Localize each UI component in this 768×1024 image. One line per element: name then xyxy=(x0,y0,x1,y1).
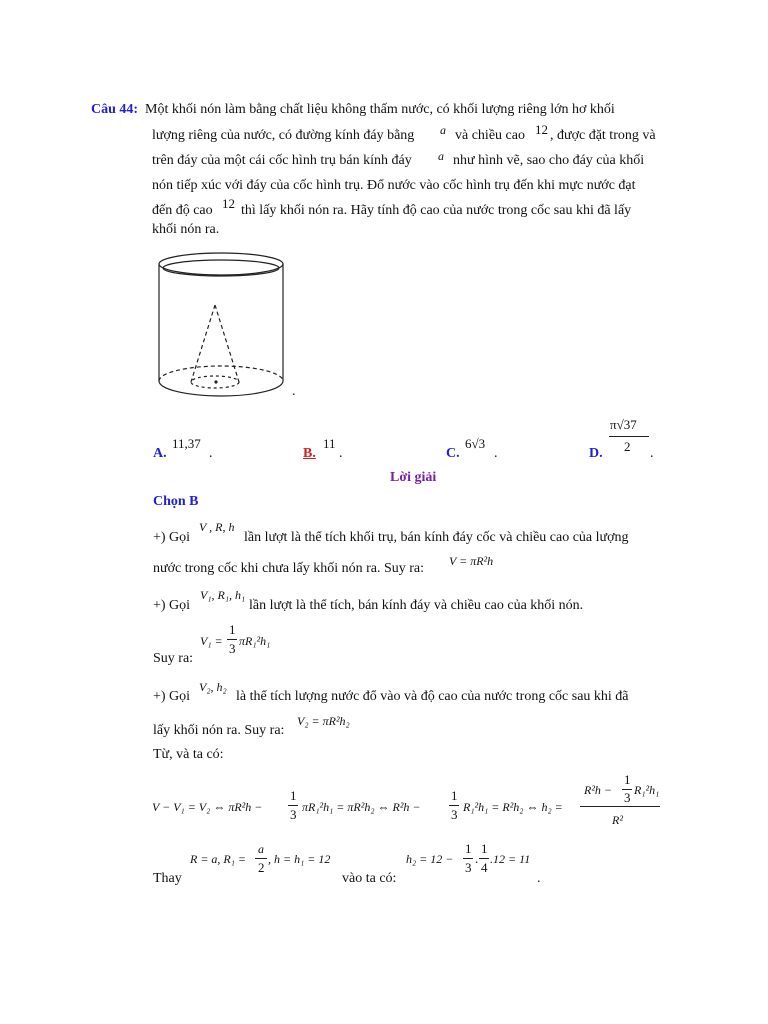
res-a: h₂ = 12 − xyxy=(406,852,454,866)
p2-frac-num: 1 xyxy=(229,622,236,637)
option-b-label: B. xyxy=(303,446,316,461)
option-c-period: . xyxy=(494,446,498,461)
p2-prefix: +) Gọi xyxy=(153,598,191,613)
eq-frac2-bar xyxy=(449,805,459,806)
eq-frac2-num: 1 xyxy=(451,788,458,803)
sub-vals-b: , h = h₁ = 12 xyxy=(268,852,331,866)
sub-frac-den: 2 xyxy=(258,860,265,875)
res-frac1-bar xyxy=(463,858,473,859)
p3-text: là thể tích lượng nước đổ vào và độ cao của nước trong cốc sau khi đã xyxy=(236,689,629,704)
option-b-value: 11 xyxy=(323,436,336,451)
option-d-denominator: 2 xyxy=(624,439,631,454)
eq-frac1-den: 3 xyxy=(290,807,297,822)
p3-prefix: +) Gọi xyxy=(153,689,191,704)
question-line-5b: thì lấy khối nón ra. Hãy tính độ cao của nước trong cốc sau khi đã lấy xyxy=(241,203,632,218)
option-c-value: 6√3 xyxy=(465,436,486,451)
p2-frac-bar xyxy=(227,639,237,640)
option-d-fraction-bar xyxy=(609,436,649,437)
res-frac1-num: 1 xyxy=(465,841,472,856)
p2-frac-den: 3 xyxy=(229,641,236,656)
res-c: .12 = 11 xyxy=(490,852,531,866)
p2-text: lần lượt là thể tích, bán kính đáy và chiều cao của khối nón. xyxy=(249,598,584,613)
p3-line-2: lấy khối nón ra. Suy ra: xyxy=(153,723,285,738)
question-line-3b: như hình vẽ, sao cho đáy của khối xyxy=(453,153,645,168)
res-dot: . xyxy=(475,851,479,866)
p1-vars: V , R, h xyxy=(199,520,235,534)
p2-formula-rhs: πR₁²h₁ xyxy=(239,634,271,648)
eq-big-num-frac-den: 3 xyxy=(624,790,631,805)
center-dot xyxy=(214,380,217,383)
cylinder-bottom-front xyxy=(159,381,283,396)
res-frac2-den: 4 xyxy=(481,860,488,875)
vao-ta-co: vào ta có: xyxy=(342,871,397,886)
solution-choice: Chọn B xyxy=(153,494,199,509)
question-line-5a: đến độ cao xyxy=(152,203,213,218)
question-line-2b: và chiều cao xyxy=(455,128,525,143)
cylinder-cone-figure xyxy=(150,245,310,405)
question-line-4: nón tiếp xúc với đáy của cốc hình trụ. Đổ nước vào cốc hình trụ đến khi mực nước đạt xyxy=(152,178,636,193)
eq-big-num-a: R²h − xyxy=(584,783,613,797)
eq-part-1: V − V₁ = V₂ ⇔ πR²h − xyxy=(152,800,263,814)
var-a: a xyxy=(440,123,446,137)
eq-frac1-num: 1 xyxy=(290,788,297,803)
sub-vals-a: R = a, R₁ = xyxy=(190,852,247,866)
p1-line-2: nước trong cốc khi chưa lấy khối nón ra. Suy ra: xyxy=(153,561,425,576)
eq-part-3: R₁²h₁ = R²h₂ ⇔ h₂ = xyxy=(463,800,563,814)
solution-title: Lời giải xyxy=(390,470,437,485)
p1-prefix: +) Gọi xyxy=(153,530,191,545)
p3-vars: V₂, h₂ xyxy=(199,680,227,694)
eq-frac2-den: 3 xyxy=(451,807,458,822)
res-frac2-num: 1 xyxy=(481,841,488,856)
question-line-2a: lượng riêng của nước, có đường kính đáy bằng xyxy=(152,128,415,143)
cylinder-rim-ellipse xyxy=(163,260,279,276)
eq-big-num-frac-num: 1 xyxy=(624,772,631,787)
sub-frac-bar xyxy=(255,858,267,859)
option-a-period: . xyxy=(209,446,213,461)
res-frac2-bar xyxy=(479,858,489,859)
p3-formula: V₂ = πR²h₂ xyxy=(297,714,350,728)
suy-ra-label: Suy ra: xyxy=(153,651,194,666)
cylinder-bottom-back xyxy=(159,366,283,381)
cylinder-top-ellipse xyxy=(159,253,283,275)
figure-period: . xyxy=(292,384,296,399)
value-12: 12 xyxy=(535,122,548,137)
option-c-label: C. xyxy=(446,446,460,461)
option-d-label: D. xyxy=(589,446,603,461)
var-a-2: a xyxy=(438,149,444,163)
res-frac1-den: 3 xyxy=(465,860,472,875)
question-line-3a: trên đáy của một cái cốc hình trụ bán kính đáy xyxy=(152,153,412,168)
p1-text: lần lượt là thể tích khối trụ, bán kính đáy cốc và chiều cao của lượng xyxy=(244,530,629,545)
res-period: . xyxy=(537,871,541,886)
p2-formula-lhs: V₁ = xyxy=(200,634,223,648)
value-12-2: 12 xyxy=(222,196,235,211)
question-line-6: khối nón ra. xyxy=(152,222,220,237)
cone-right-edge xyxy=(215,305,239,382)
sub-frac-num: a xyxy=(258,842,264,856)
option-a-value: 11,37 xyxy=(172,436,201,451)
thay-label: Thay xyxy=(153,871,182,886)
p1-formula: V = πR²h xyxy=(449,554,494,568)
p2-vars: V₁, R₁, h₁ xyxy=(200,588,246,602)
question-line-1: Một khối nón làm bằng chất liệu không thấm nước, có khối lượng riêng lớn hơ khối xyxy=(145,102,615,117)
question-label: Câu 44: xyxy=(91,102,139,117)
option-d-numerator: π√37 xyxy=(610,417,637,432)
option-b-period: . xyxy=(339,446,343,461)
eq-big-frac-bar xyxy=(580,806,660,807)
tu-va-ta-co: Từ, và ta có: xyxy=(153,747,224,762)
cone-left-edge xyxy=(191,305,215,382)
eq-big-num-b: R₁²h₁ xyxy=(634,783,660,797)
option-d-period: . xyxy=(650,446,654,461)
option-a-label: A. xyxy=(153,446,167,461)
question-line-2c: , được đặt trong và xyxy=(550,128,656,143)
eq-part-2: πR₁²h₁ = πR²h₂ ⇔ R²h − xyxy=(302,800,421,814)
eq-frac1-bar xyxy=(288,805,298,806)
eq-big-den: R² xyxy=(612,813,623,827)
